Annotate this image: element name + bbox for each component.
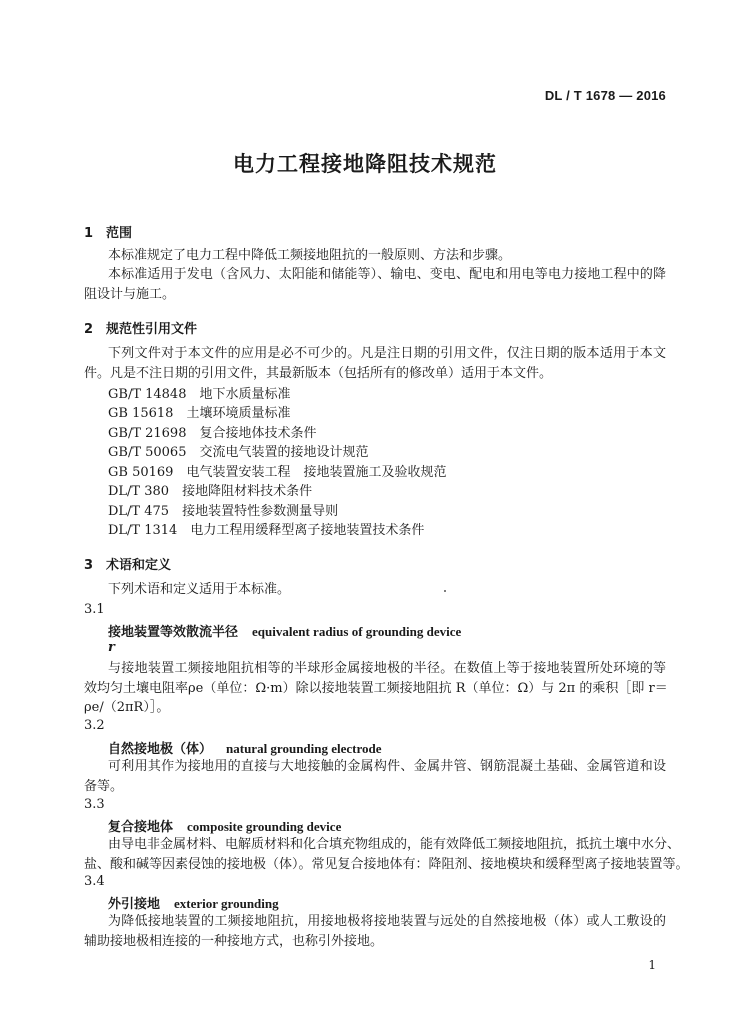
reference-title: 复合接地体技术条件 (199, 426, 317, 441)
term-heading (108, 621, 461, 640)
definition-line: 由导电非金属材料、电解质材料和化合填充物组成的，能有效降低工频接地阻抗，抵抗土壤中水分、 (108, 837, 681, 852)
term-symbol: r (108, 640, 115, 655)
page-number: 1 (648, 958, 656, 972)
definition-line: ρe/（2πR）］。 (84, 700, 170, 715)
definition-line: 可利用其作为接地用的直接与大地接触的金属构件、金属井管、钢筋混凝土基础、金属管道和设 (108, 759, 666, 774)
reference-title: 接地装置特性参数测量导则 (182, 504, 339, 519)
document-title: 电力工程接地降阻技术规范 (233, 152, 497, 176)
reference-item (108, 482, 312, 501)
reference-title: 电气装置安装工程 接地装置施工及验收规范 (186, 465, 447, 480)
term-heading (108, 893, 279, 912)
reference-item (108, 443, 369, 462)
clause-number: 3.1 (84, 602, 105, 617)
reference-code: DL/T 380 (108, 484, 170, 499)
reference-code: GB/T 14848 (108, 387, 187, 402)
reference-title: 地下水质量标准 (199, 387, 291, 402)
paragraph-line: 下列文件对于本文件的应用是必不可少的。凡是注日期的引用文件，仅注日期的版本适用于本文 (108, 346, 666, 361)
paragraph-line: 阻设计与施工。 (84, 287, 176, 302)
reference-item (108, 424, 317, 443)
section-title: 术语和定义 (106, 558, 172, 573)
reference-item (108, 385, 291, 404)
section-number: 2 (84, 322, 94, 337)
term-english: natural grounding electrode (226, 741, 382, 756)
clause-number: 3.4 (84, 874, 105, 889)
reference-code: DL/T 1314 (108, 523, 178, 538)
definition-line: 效均匀土壤电阻率ρe（单位：Ω·m）除以接地装置工频接地阻抗 R（单位：Ω）与 2π 的乘积［即 r＝ (84, 681, 668, 696)
section-heading (84, 222, 132, 241)
section-heading (84, 554, 171, 573)
reference-title: 接地降阻材料技术条件 (182, 484, 313, 499)
definition-line: 为降低接地装置的工频接地阻抗，用接地极将接地装置与远处的自然接地极（体）或人工敷设的 (108, 914, 666, 929)
term-english: equivalent radius of grounding device (252, 624, 462, 639)
paragraph-line: 件。凡是不注日期的引用文件，其最新版本（包括所有的修改单）适用于本文件。 (84, 366, 553, 381)
term-heading (108, 816, 341, 835)
reference-item (108, 404, 290, 423)
reference-item (108, 521, 424, 540)
scan-speck (444, 590, 446, 592)
reference-title: 土壤环境质量标准 (186, 406, 291, 421)
reference-code: GB/T 21698 (108, 426, 187, 441)
term-chinese: 复合接地体 (108, 820, 174, 835)
term-chinese: 接地装置等效散流半径 (108, 625, 239, 640)
section-title: 范围 (106, 226, 133, 241)
reference-item (108, 502, 338, 521)
clause-number: 3.2 (84, 718, 105, 733)
clause-number: 3.3 (84, 797, 105, 812)
definition-line: 盐、酸和碱等因素侵蚀的接地极（体）。常见复合接地体有：降阻剂、接地模块和缓释型离子接地装置等。 (84, 857, 689, 872)
section-number: 1 (84, 226, 94, 241)
reference-item (108, 463, 446, 482)
section-number: 3 (84, 558, 94, 573)
term-heading (108, 738, 382, 757)
term-chinese: 自然接地极（体） (108, 742, 213, 757)
term-chinese: 外引接地 (108, 897, 161, 912)
standard-number: DL / T 1678 — 2016 (544, 88, 666, 103)
definition-line: 辅助接地极相连接的一种接地方式，也称引外接地。 (84, 934, 384, 949)
reference-code: GB 15618 (108, 406, 174, 421)
section-heading (84, 318, 197, 337)
definition-line: 与接地装置工频接地阻抗相等的半球形金属接地极的半径。在数值上等于接地装置所处环境的等 (108, 661, 666, 676)
reference-title: 交流电气装置的接地设计规范 (199, 445, 369, 460)
paragraph-line: 本标准规定了电力工程中降低工频接地阻抗的一般原则、方法和步骤。 (108, 248, 512, 263)
reference-code: DL/T 475 (108, 504, 170, 519)
paragraph-line: 本标准适用于发电（含风力、太阳能和储能等）、输电、变电、配电和用电等电力接地工程中的降 (108, 267, 666, 282)
section-title: 规范性引用文件 (106, 322, 198, 337)
reference-title: 电力工程用缓释型离子接地装置技术条件 (190, 523, 425, 538)
definition-line: 备等。 (84, 779, 124, 794)
paragraph-line: 下列术语和定义适用于本标准。 (108, 582, 291, 597)
reference-code: GB 50169 (108, 465, 174, 480)
term-english: composite grounding device (187, 819, 342, 834)
reference-code: GB/T 50065 (108, 445, 187, 460)
term-english: exterior grounding (174, 896, 279, 911)
